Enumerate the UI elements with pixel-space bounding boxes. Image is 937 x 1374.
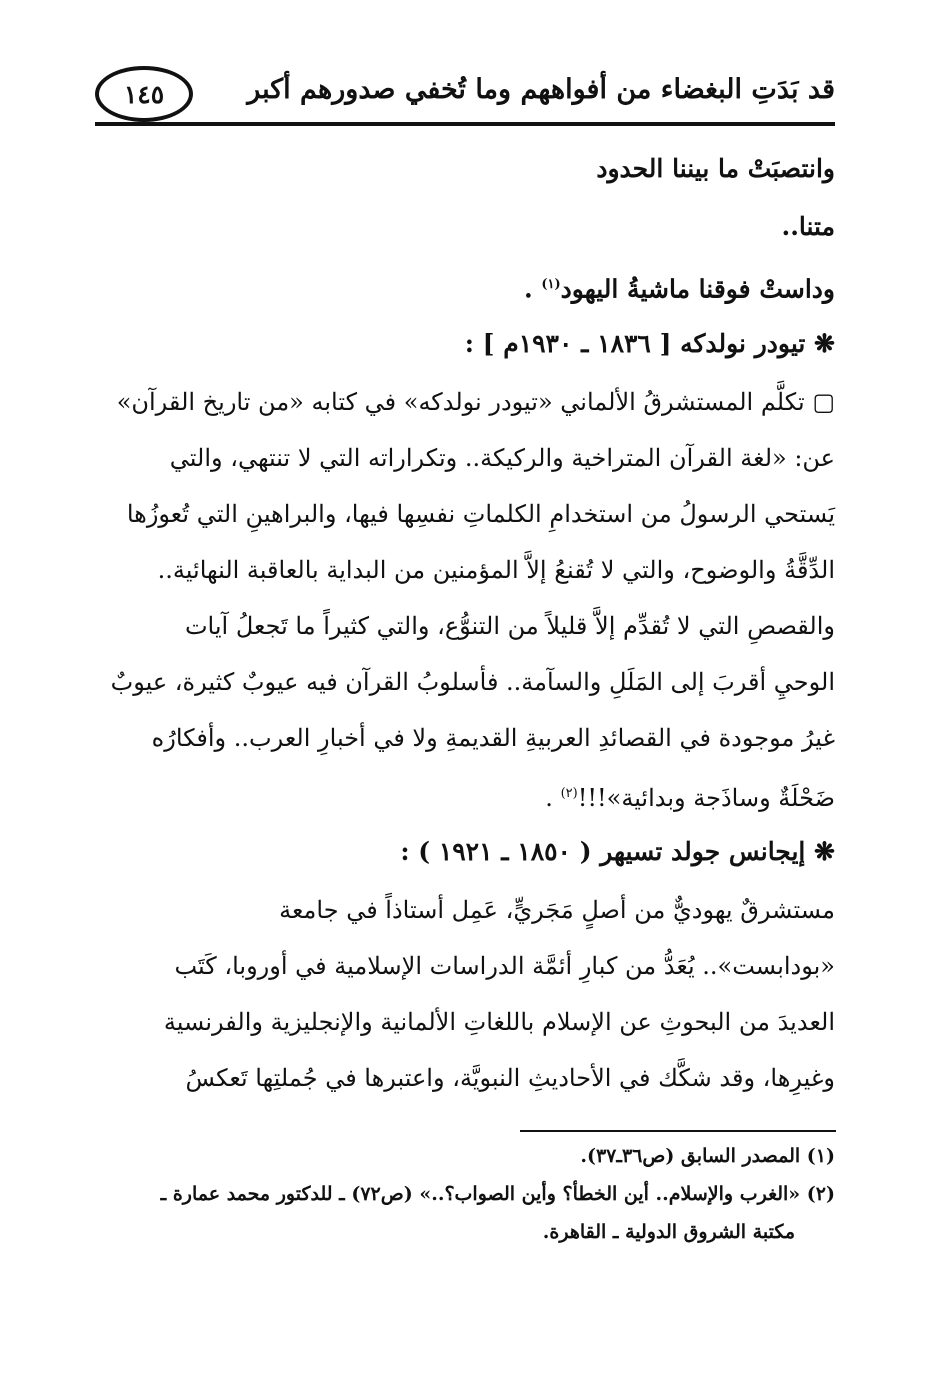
- paragraph-line-suffix: .: [545, 784, 561, 812]
- paragraph-line: مستشرقٌ يهوديٌّ من أصلٍ مَجَريٍّ، عَمِل أستاذاً في جامعة: [279, 896, 835, 924]
- paragraph-line: يَستحي الرسولُ من استخدامِ الكلماتِ نفسِها فيها، والبراهينِ التي تُعوزُها: [126, 500, 835, 528]
- paragraph-line: «بودابست».. يُعَدُّ من كبارِ أئمَّة الدراسات الإسلامية في أوروبا، كَتَب: [174, 952, 835, 980]
- footnote-divider: [520, 1130, 836, 1132]
- footnote-2-continuation: مكتبة الشروق الدولية ـ القاهرة.: [542, 1221, 795, 1243]
- paragraph-line: الوحيِ أقربَ إلى المَلَلِ والسآمة.. فأسلوبُ القرآن فيه عيوبٌ كثيرة، عيوبٌ: [110, 668, 835, 696]
- poem-line: [97, 256, 835, 314]
- header-divider: [95, 122, 835, 126]
- page-number-badge: [95, 66, 193, 122]
- footnote-1: (١) المصدر السابق (ص٣٦ـ٣٧).: [580, 1145, 835, 1167]
- paragraph-goldziher: [97, 882, 835, 1106]
- main-text: [97, 140, 835, 1106]
- running-title: قد بَدَتِ البغضاء من أفواههم وما تُخفي صدورهم أكبر: [247, 74, 835, 105]
- paragraph-line-text: ضَحْلَةٌ وساذَجة وبدائية»!!!: [577, 784, 835, 812]
- paragraph-line: العديدَ من البحوثِ عن الإسلام باللغاتِ الألمانية والإنجليزية والفرنسية: [163, 1008, 835, 1036]
- paragraph-line: وغيرِها، وقد شكَّك في الأحاديثِ النبويَّة، واعتبرها في جُملتِها تَعكسُ: [185, 1064, 835, 1092]
- footnote-ref-1: (١): [541, 277, 561, 292]
- paragraph-line: عن: «لغة القرآن المتراخية والركيكة.. وتكراراته التي لا تنتهي، والتي: [169, 444, 835, 472]
- paragraph-line: الدِّقَّةُ والوضوح، والتي لا تُقنعُ إلاَّ المؤمنين من البداية بالعاقبة النهائية..: [157, 556, 835, 584]
- poem-line: وانتصبَتْ ما بيننا الحدود: [596, 154, 835, 183]
- page-header: [95, 58, 835, 124]
- footnote-ref-2: (٢): [560, 786, 578, 801]
- section-heading-goldziher: ❋ إيجانس جولد تسيهر ( ١٨٥٠ ـ ١٩٢١ ) :: [400, 837, 835, 866]
- paragraph-line: غيرُ موجودة في القصائدِ العربيةِ القديمةِ ولا في أخبارِ العرب.. وأفكارُه: [151, 724, 835, 752]
- section-heading-noldeke: ❋ تيودر نولدكه [ ١٨٣٦ ـ ١٩٣٠م ] :: [464, 329, 835, 358]
- footnote-2: (٢) «الغرب والإسلام.. أين الخطأ؟ وأين الصواب؟..» (ص٧٢) ـ للدكتور محمد عمارة ـ: [160, 1183, 835, 1205]
- paragraph-line: والقصصِ التي لا تُقدِّم إلاَّ قليلاً من التنوُّع، والتي كثيراً ما تَجعلُ آيات: [184, 612, 835, 640]
- poem-line: متنا..: [781, 212, 835, 241]
- paragraph-line: [97, 766, 835, 822]
- poem-line-suffix: .: [523, 274, 542, 304]
- page-number: ١٤٥: [123, 79, 165, 109]
- footnotes: [97, 1137, 835, 1251]
- paragraph-noldeke: [97, 374, 835, 822]
- poem-line-text: وداستْ فوقنا ماشيةُ اليهود: [560, 274, 835, 304]
- paragraph-line: ▢ تكلَّم المستشرقُ الألماني «تيودر نولدكه» في كتابه «من تاريخ القرآن»: [116, 388, 835, 416]
